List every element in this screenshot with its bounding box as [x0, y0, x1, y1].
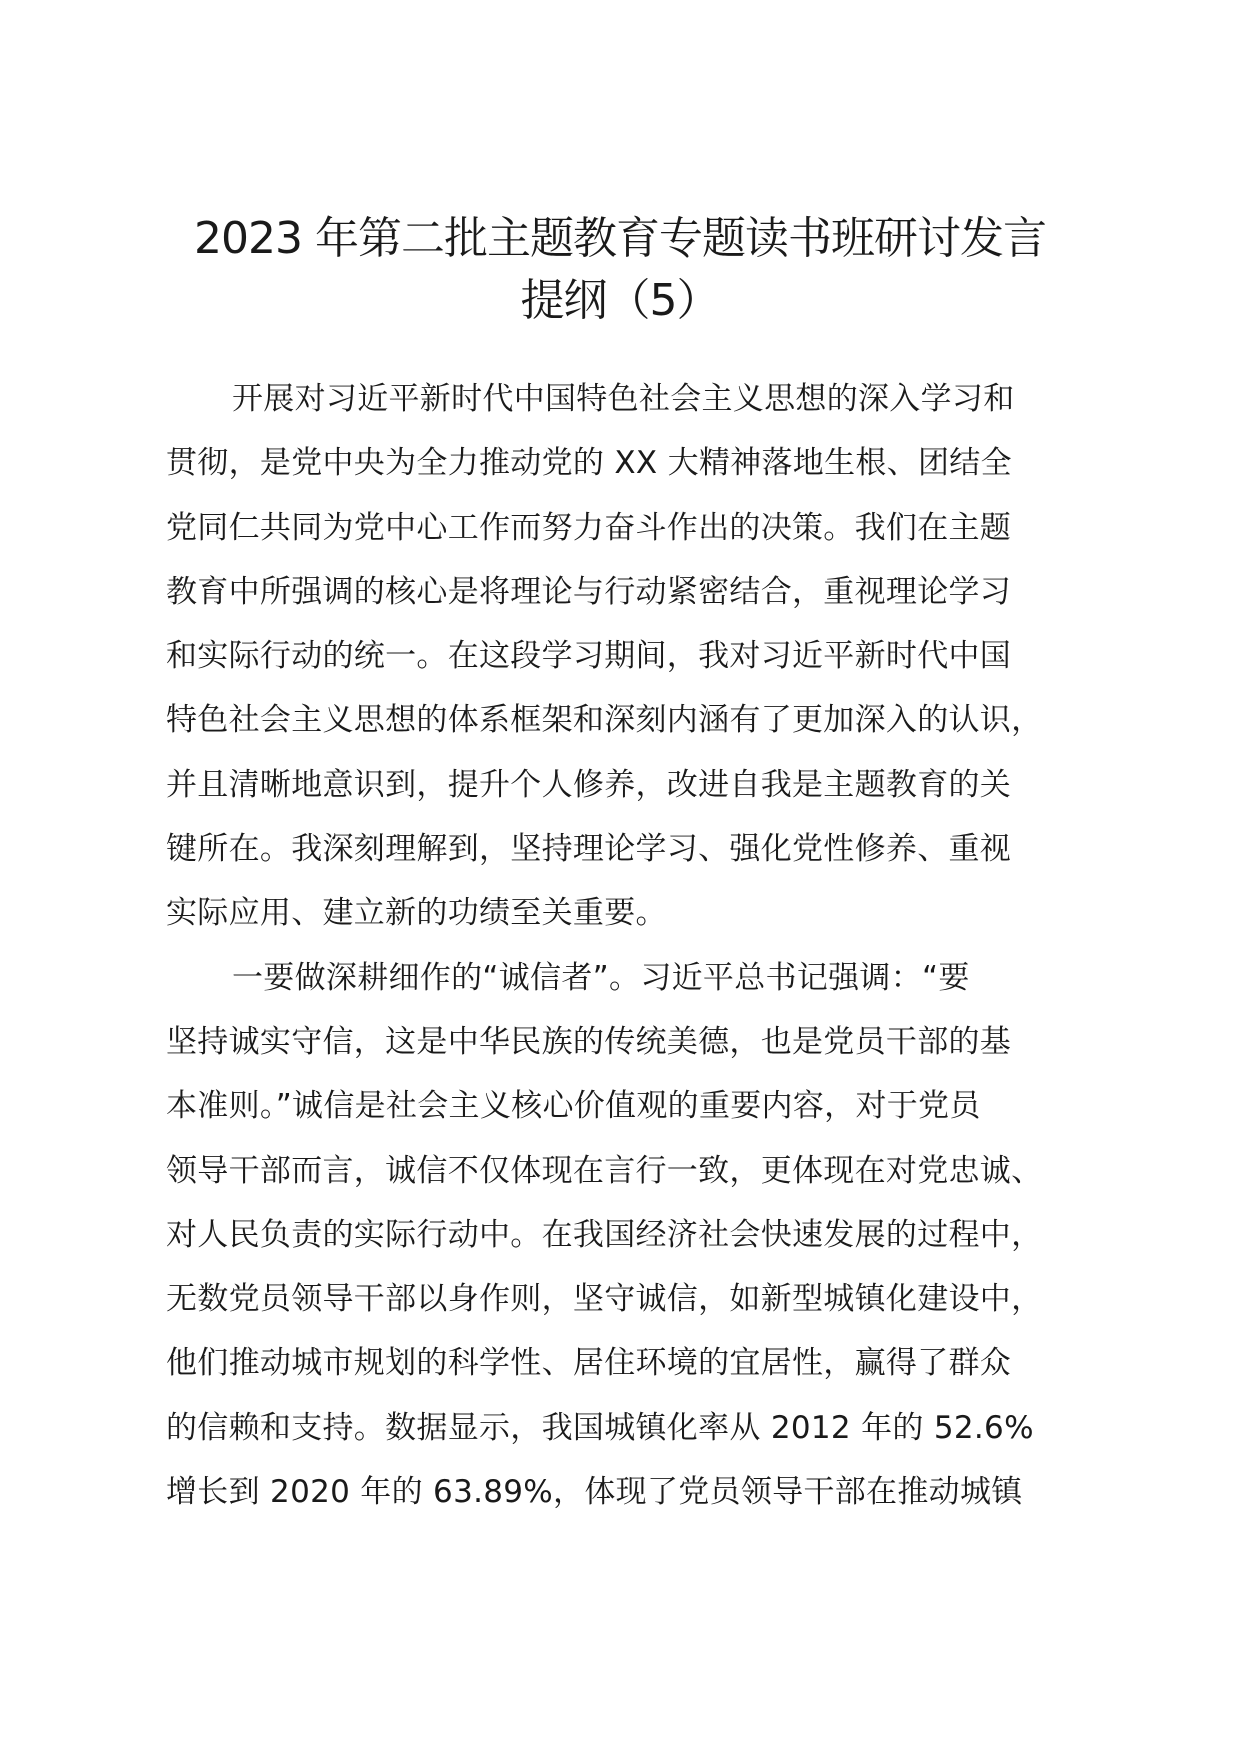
document-body [166, 367, 1126, 1524]
body-text-line: 特色社会主义思想的体系框架和深刻内涵有了更加深入的认识， [166, 702, 1043, 739]
body-text-line: 教育中所强调的核心是将理论与行动紧密结合，重视理论学习 [166, 573, 1012, 610]
body-text-line: 坚持诚实守信，这是中华民族的传统美德，也是党员干部的基 [166, 1023, 1012, 1060]
body-text-line: 实际应用、建立新的功绩至关重要。 [166, 895, 667, 932]
body-text-line: 无数党员领导干部以身作则，坚守诚信，如新型城镇化建设中， [166, 1281, 1043, 1318]
body-text-line: 贯彻，是党中央为全力推动党的 XX 大精神落地生根、团结全 [166, 445, 1012, 482]
body-text-line: 对人民负责的实际行动中。在我国经济社会快速发展的过程中， [166, 1216, 1043, 1253]
body-text-line: 一要做深耕细作的“诚信者”。习近平总书记强调：“要 [232, 959, 970, 996]
body-text-line: 本准则。”诚信是社会主义核心价值观的重要内容，对于党员 [166, 1088, 981, 1125]
title-line-2: 提纲（5） [520, 275, 720, 326]
body-text-line: 他们推动城市规划的科学性、居住环境的宜居性，赢得了群众 [166, 1345, 1012, 1382]
body-text-line: 党同仁共同为党中心工作而努力奋斗作出的决策。我们在主题 [166, 509, 1012, 546]
body-text-line: 键所在。我深刻理解到，坚持理论学习、强化党性修养、重视 [166, 831, 1012, 868]
body-text-line: 领导干部而言，诚信不仅体现在言行一致，更体现在对党忠诚、 [166, 1152, 1043, 1189]
body-text-line: 增长到 2020 年的 63.89%，体现了党员领导干部在推动城镇 [166, 1474, 1023, 1511]
body-text-line: 的信赖和支持。数据显示，我国城镇化率从 2012 年的 52.6% [166, 1409, 1034, 1446]
body-text-line: 和实际行动的统一。在这段学习期间，我对习近平新时代中国 [166, 638, 1012, 675]
body-text-line: 并且清晰地意识到，提升个人修养，改进自我是主题教育的关 [166, 766, 1012, 803]
title-line-1: 2023 年第二批主题教育专题读书班研讨发言 [194, 213, 1046, 264]
document-title [150, 208, 1090, 332]
body-text-line: 开展对习近平新时代中国特色社会主义思想的深入学习和 [232, 381, 1015, 417]
